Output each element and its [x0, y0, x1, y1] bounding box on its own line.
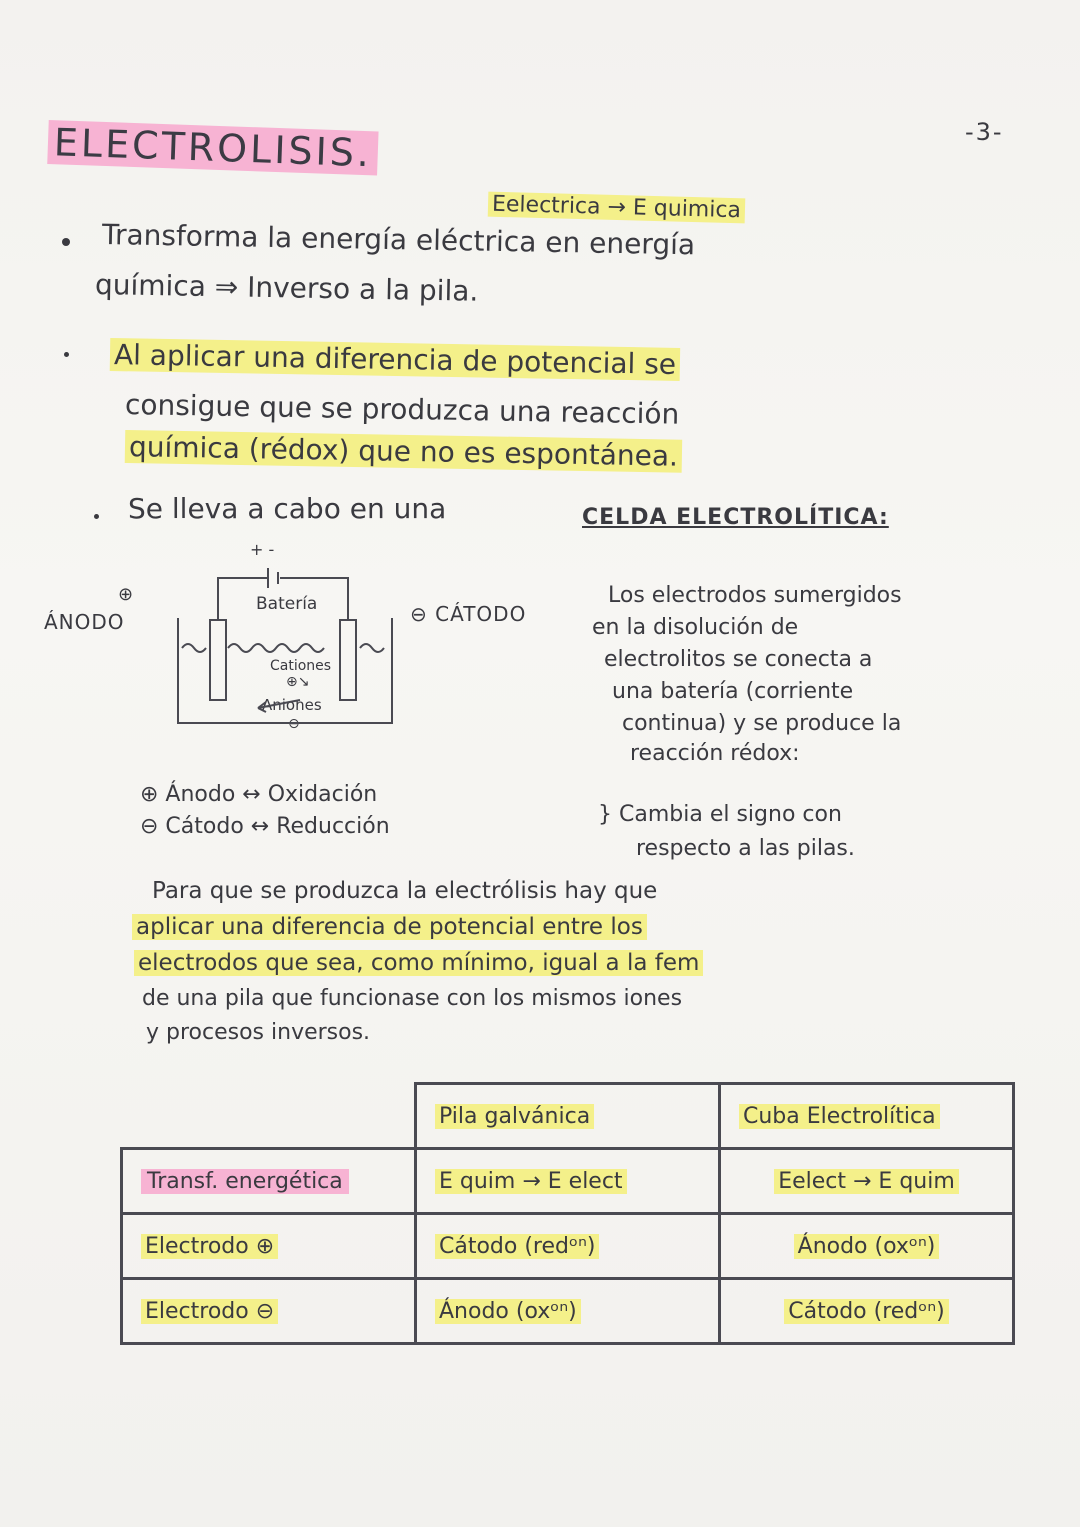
table-header-cuba: Cuba Electrolítica: [720, 1084, 1014, 1149]
table-cell-cuba: Eelect → E quim: [720, 1149, 1014, 1214]
catodo-label: ⊖ CÁTODO: [410, 602, 527, 626]
bullet-3-line-1: Se lleva a cabo en una: [128, 492, 447, 525]
subtitle: [488, 192, 746, 224]
table-row: [122, 1149, 1014, 1214]
bullet-2-line-2: consigue que se produzca una reacción: [124, 388, 680, 431]
anodo-oxidacion: ⊕ Ánodo ↔ Oxidación: [140, 782, 378, 807]
explanation-line-5: continua) y se produce la: [622, 711, 902, 736]
title-text: ELECTROLISIS.: [47, 120, 378, 175]
battery-signs: + -: [250, 540, 275, 559]
electrolytic-cell-diagram: [130, 548, 420, 748]
battery-wire: [218, 578, 348, 620]
aniones-label: Aniones: [262, 696, 322, 714]
bullet-dot: [64, 352, 69, 357]
page-number: -3-: [965, 118, 1004, 146]
table-cell-pila: E quim → E elect: [416, 1149, 720, 1214]
bateria-label: Batería: [256, 594, 318, 614]
table-row: [122, 1214, 1014, 1279]
electrolyte-surface: [182, 644, 384, 652]
paragraph-line-1: Para que se produzca la electrólisis hay que: [152, 878, 658, 904]
comparison-table: [120, 1082, 1015, 1345]
paragraph-line-3: electrodos que sea, como mínimo, igual a la fem: [134, 950, 703, 976]
bullet-2-line-3: química (rédox) que no es espontánea.: [125, 430, 683, 473]
table-header-row: [122, 1084, 1014, 1149]
cationes-label: Cationes: [270, 658, 332, 674]
subtitle-text: Eelectrica → E quimica: [488, 192, 746, 224]
paragraph-line-2: aplicar una diferencia de potencial entre los: [132, 914, 647, 940]
aniones-sign: ⊖: [288, 716, 300, 732]
explanation-line-6: reacción rédox:: [630, 741, 800, 766]
cathode-electrode: [340, 620, 356, 700]
table-cell-cuba: Ánodo (oxᵒⁿ): [720, 1214, 1014, 1279]
table-header-pila: Pila galvánica: [416, 1084, 720, 1149]
explanation-line-4: una batería (corriente: [612, 679, 854, 704]
bullet-2-line-1: Al aplicar una diferencia de potencial se: [110, 338, 681, 381]
table-row-label: Transf. energética: [122, 1149, 416, 1214]
explanation-line-2: en la disolución de: [592, 615, 799, 640]
paragraph-line-5: y procesos inversos.: [146, 1020, 371, 1045]
table-row-label: Electrodo ⊕: [122, 1214, 416, 1279]
bullet-1-line-2: química ⇒ Inverso a la pila.: [94, 268, 479, 308]
paragraph-line-4: de una pila que funcionase con los mismos iones: [142, 986, 683, 1011]
anodo-label: ÁNODO: [44, 610, 125, 634]
explanation-line-3: electrolitos se conecta a: [604, 647, 873, 672]
bullet-dot: [94, 514, 99, 519]
explanation-line-1: Los electrodos sumergidos: [608, 583, 902, 608]
bullet-1-line-1: Transforma la energía eléctrica en energía: [101, 218, 696, 262]
signo-note-line-2: respecto a las pilas.: [636, 836, 855, 861]
table-cell-pila: Ánodo (oxᵒⁿ): [416, 1279, 720, 1344]
table-cell-cuba: Cátodo (redᵒⁿ): [720, 1279, 1014, 1344]
catodo-reduccion: ⊖ Cátodo ↔ Reducción: [140, 814, 390, 839]
celda-electrolitica-label: CELDA ELECTROLÍTICA:: [582, 505, 889, 530]
anodo-sign: ⊕: [118, 584, 134, 605]
table-header-empty: [122, 1084, 416, 1149]
table-row: [122, 1279, 1014, 1344]
page-title: [47, 120, 378, 175]
table-row-label: Electrodo ⊖: [122, 1279, 416, 1344]
cationes-sign: ⊕↘: [286, 674, 310, 690]
anode-electrode: [210, 620, 226, 700]
table-cell-pila: Cátodo (redᵒⁿ): [416, 1214, 720, 1279]
bullet-dot: [62, 238, 70, 246]
signo-note-line-1: } Cambia el signo con: [598, 802, 842, 827]
